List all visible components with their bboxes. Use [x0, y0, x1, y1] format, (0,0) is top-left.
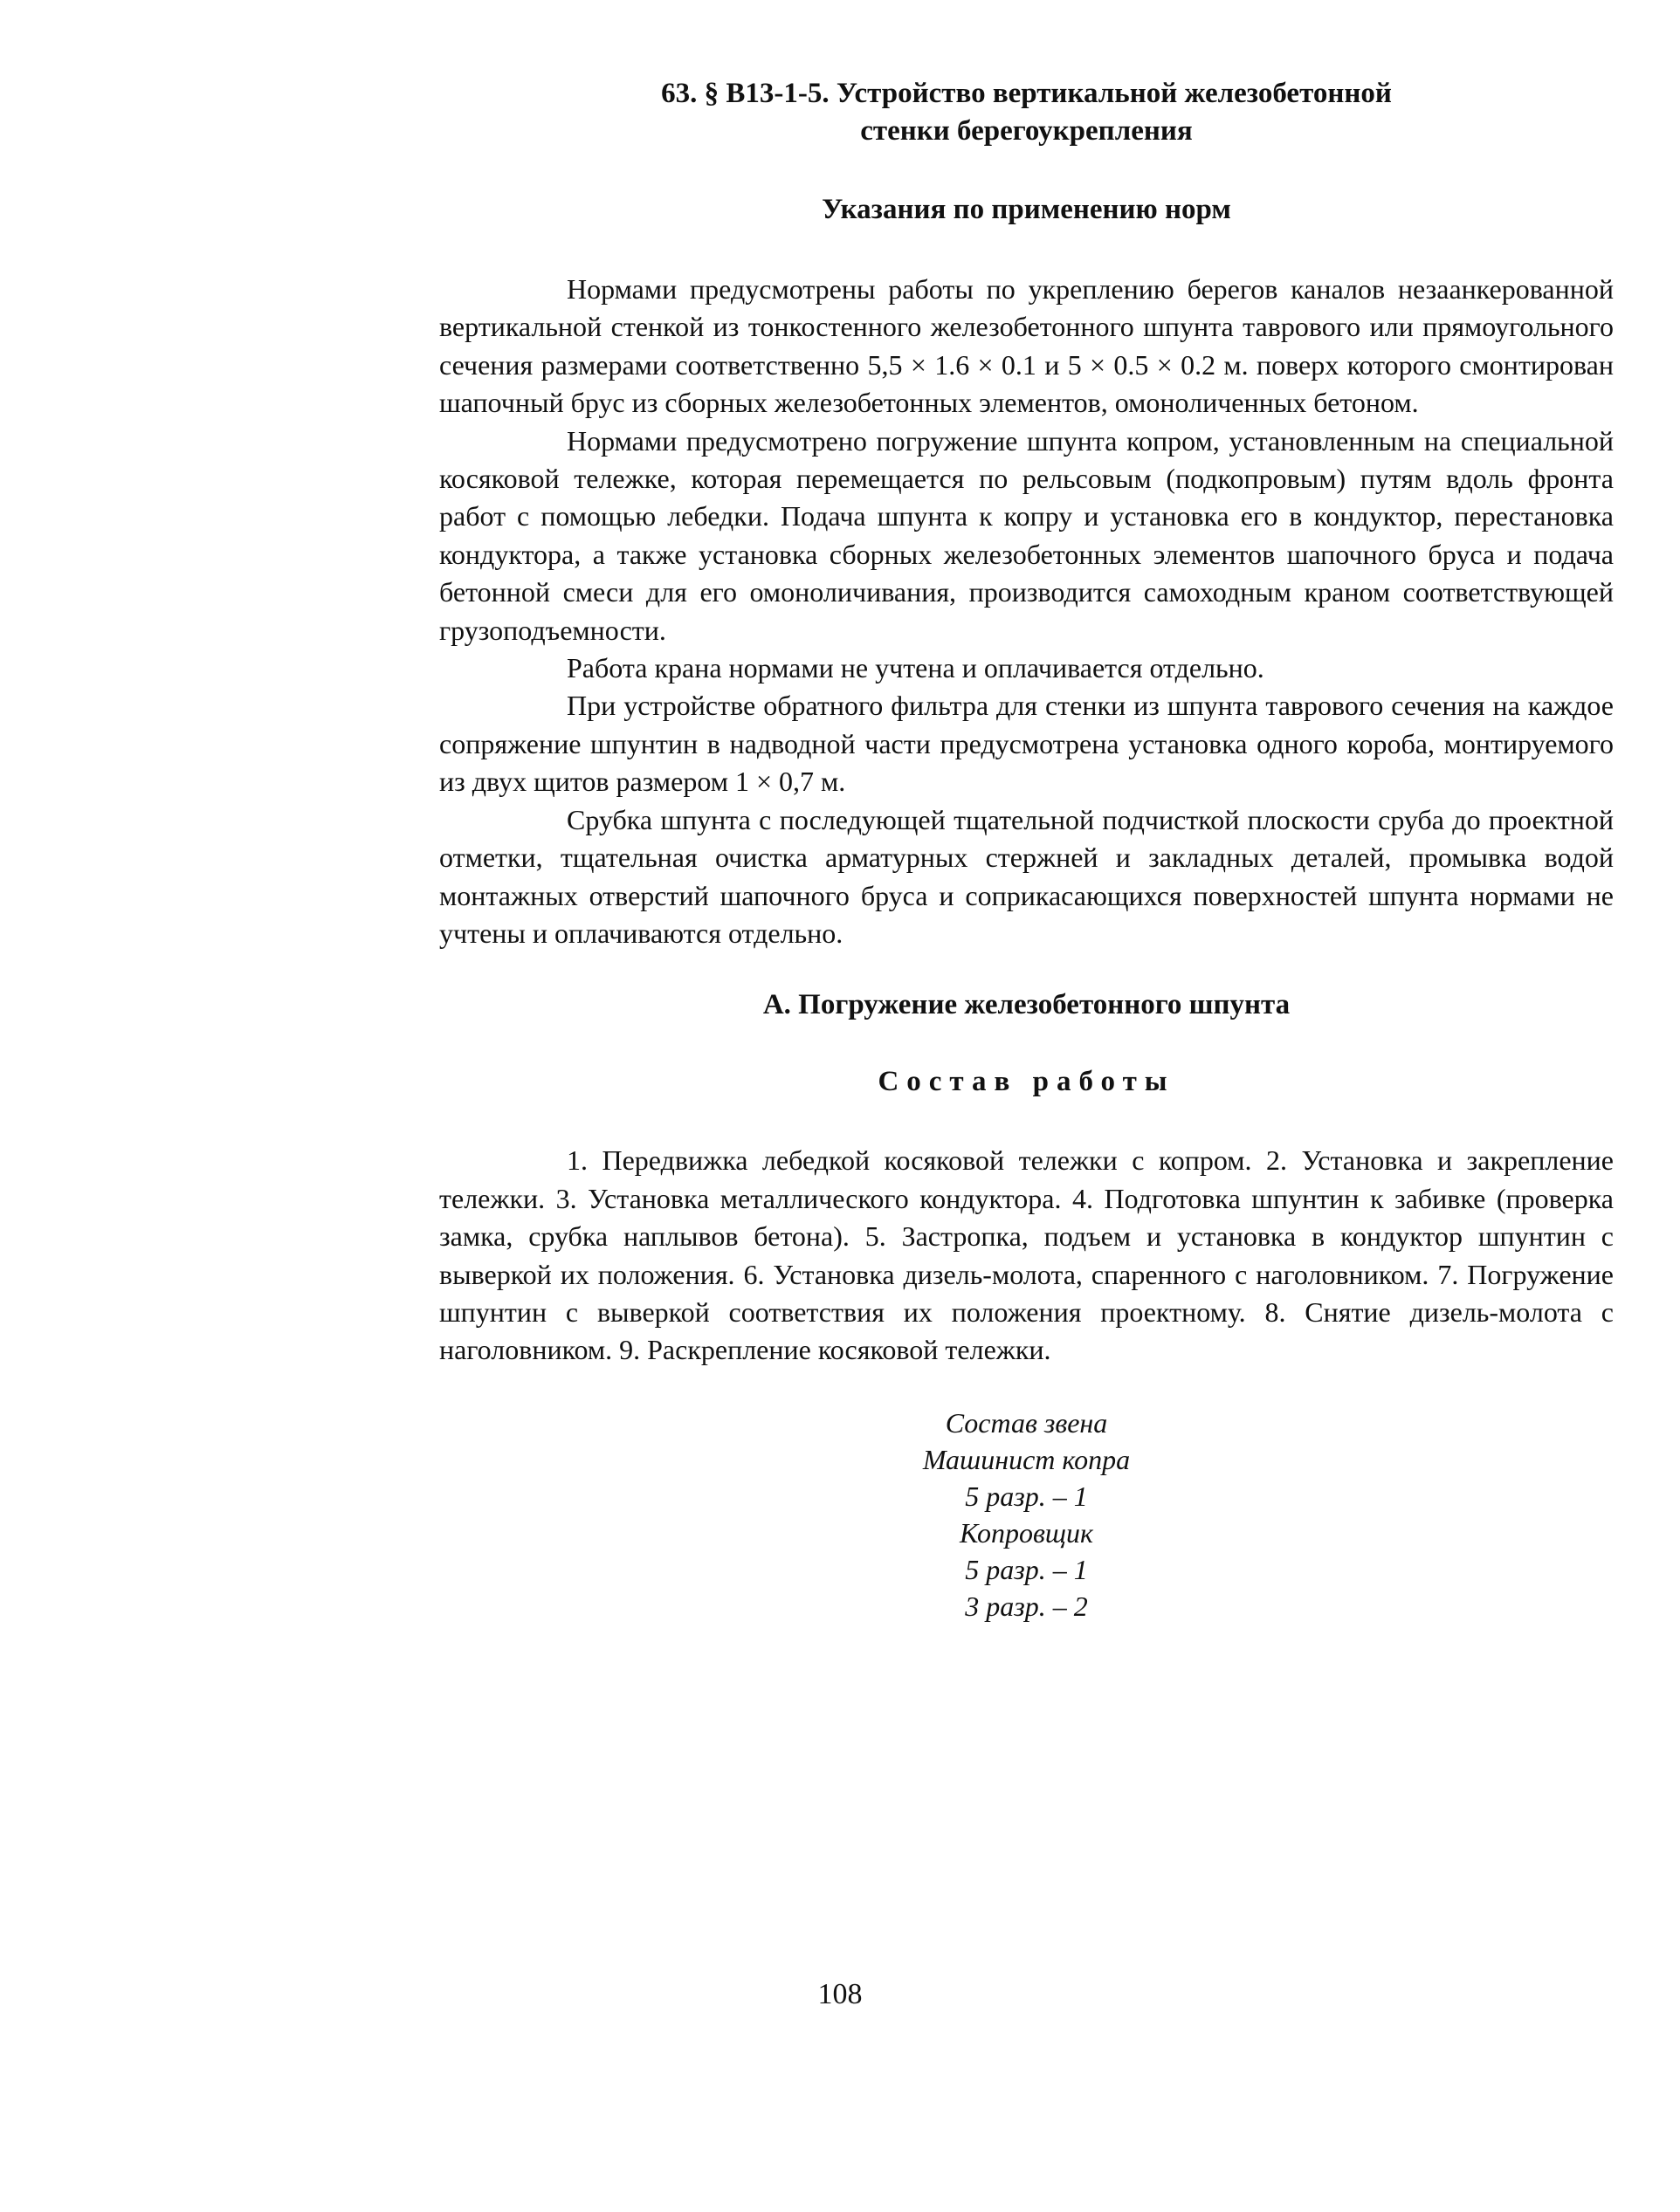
section-heading: А. Погружение железобетонного шпунта [762, 989, 1291, 1021]
crew-role: Копровщик [959, 1516, 1094, 1549]
crew-composition [439, 1405, 1614, 1625]
work-composition-text: 1. Передвижка лебедкой косяковой тележки с копром. 2. Установка и закрепление тележки. 3. Установка металлического кондуктора. 4. Подготовка шпунтин к забивке (проверка замка, срубка наплывов бетона). 5. Застропка, подъем и установка в кондуктор шпунтин с выверкой их положения. 6. Установка дизель-молота, спаренного с наголовником. 7. Погружение шпунтин с выверкой соответствия их положения проектному. 8. Снятие дизель-молота с наголовником. 9. Раскрепление косяковой тележки. [439, 1144, 1614, 1366]
document-content [439, 75, 1614, 1625]
crew-grade: 5 разр. – 1 [965, 1480, 1088, 1512]
crew-heading: Состав звена [945, 1406, 1108, 1439]
crew-grade: 3 разр. – 2 [965, 1590, 1088, 1622]
paragraph: При устройстве обратного фильтра для стенки из шпунта таврового сечения на каждое сопряжение шпунтин в надводной части предусмотрена установка одного короба, монтируемого из двух щитов размером 1 × 0,7 м. [439, 690, 1614, 798]
crew-grade: 5 разр. – 1 [965, 1553, 1088, 1585]
crew-role: Машинист копра [922, 1443, 1131, 1475]
paragraph: Нормами предусмотрены работы по укреплению берегов каналов незаанкерованной вертикальной стенкой из тонкостенного железобетонного шпунта таврового или прямоугольного сечения размерами соответственно 5,5 × 1.6 × 0.1 и 5 × 0.5 × 0.2 м. поверх которого смонтирован шапочный брус из сборных железобетонных элементов, омоноличенных бетоном. [439, 273, 1614, 419]
work-composition-heading: Состав работы [878, 1066, 1175, 1098]
guidance-heading: Указания по применению норм [822, 194, 1231, 225]
document-title-line-1: 63. § В13-1-5. Устройство вертикальной железобетонной [661, 78, 1392, 109]
paragraph: Нормами предусмотрено погружение шпунта копром, установленным на специальной косяковой тележке, которая перемещается по рельсовым (подкопровым) путям вдоль фронта работ с помощью лебедки. Подача шпунта к копру и установка его в кондуктор, перестановка кондуктора, а также установка сборных железобетонных элементов шапочного бруса и подача бетонной смеси для его омоноличивания, производится самоходным краном соответствующей грузоподъемности. [439, 424, 1614, 646]
paragraph: Срубка шпунта с последующей тщательной подчисткой плоскости сруба до проектной отметки, тщательная очистка арматурных стержней и закладных деталей, промывка водой монтажных отверстий шапочного бруса и соприкасающихся поверхностей шпунта нормами не учтены и оплачиваются отдельно. [439, 803, 1614, 949]
document-title-line-2: стенки берегоукрепления [860, 115, 1193, 147]
page-number: 108 [817, 1978, 863, 2010]
paragraph: Работа крана нормами не учтена и оплачивается отдельно. [567, 652, 1264, 684]
